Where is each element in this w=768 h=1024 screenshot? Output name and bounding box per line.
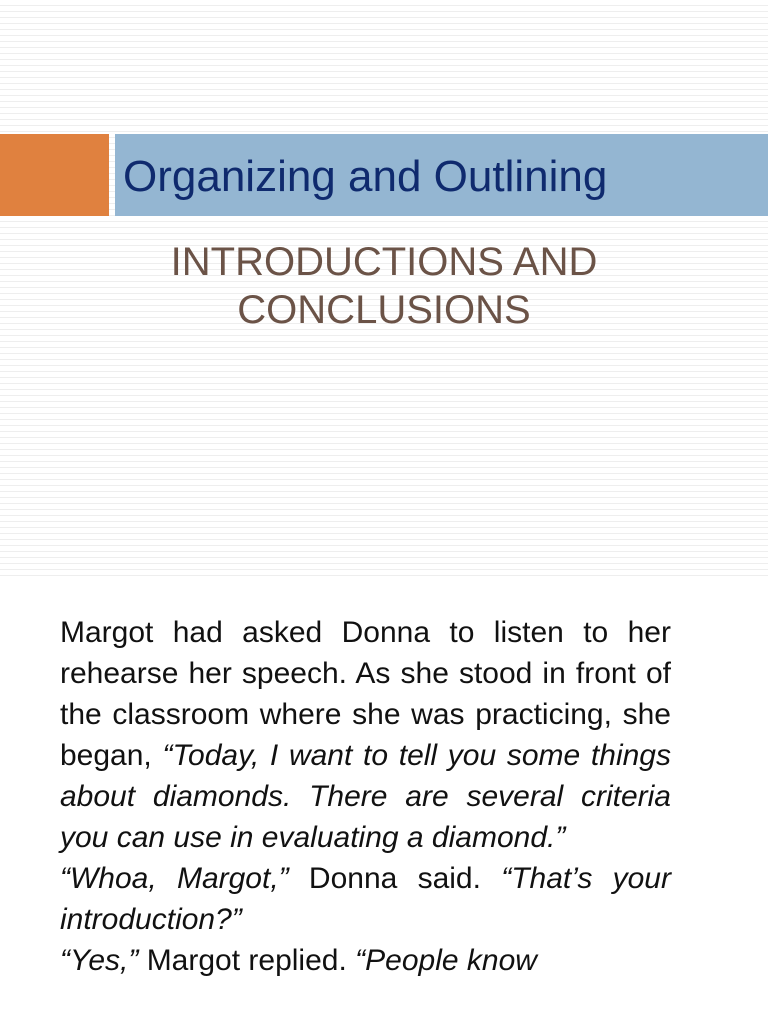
paragraph-3-quote-1: “Yes,” (60, 944, 139, 977)
paragraph-2-quote-2: “That’s your introduction?” (60, 862, 671, 936)
paragraph-2 (60, 858, 671, 940)
paragraph-3 (60, 940, 671, 981)
paragraph-1-quote: “Today, I want to tell you some things about diamonds. There are several criteria you can use in evaluating a diamond.” (60, 739, 671, 854)
paragraph-1-text: Margot had asked Donna to listen to her rehearse her speech. As she stood in front of the classroom where she was practicing, she began, (60, 616, 671, 772)
subtitle-line-1: INTRODUCTIONS AND (170, 240, 598, 284)
paragraph-2-text: Donna said. (288, 862, 502, 895)
paragraph-2-quote-1: “Whoa, Margot,” (60, 862, 289, 895)
title-bar (115, 134, 768, 216)
title-accent-block (0, 134, 109, 216)
paragraph-3-quote-2: “People know (355, 944, 537, 977)
slide-subtitle (0, 238, 768, 334)
slide-title: Organizing and Outlining (123, 152, 608, 201)
notes-text (60, 612, 671, 981)
paragraph-1 (60, 612, 671, 858)
subtitle-line-2: CONCLUSIONS (237, 288, 531, 332)
paragraph-3-text: Margot replied. (138, 944, 356, 977)
